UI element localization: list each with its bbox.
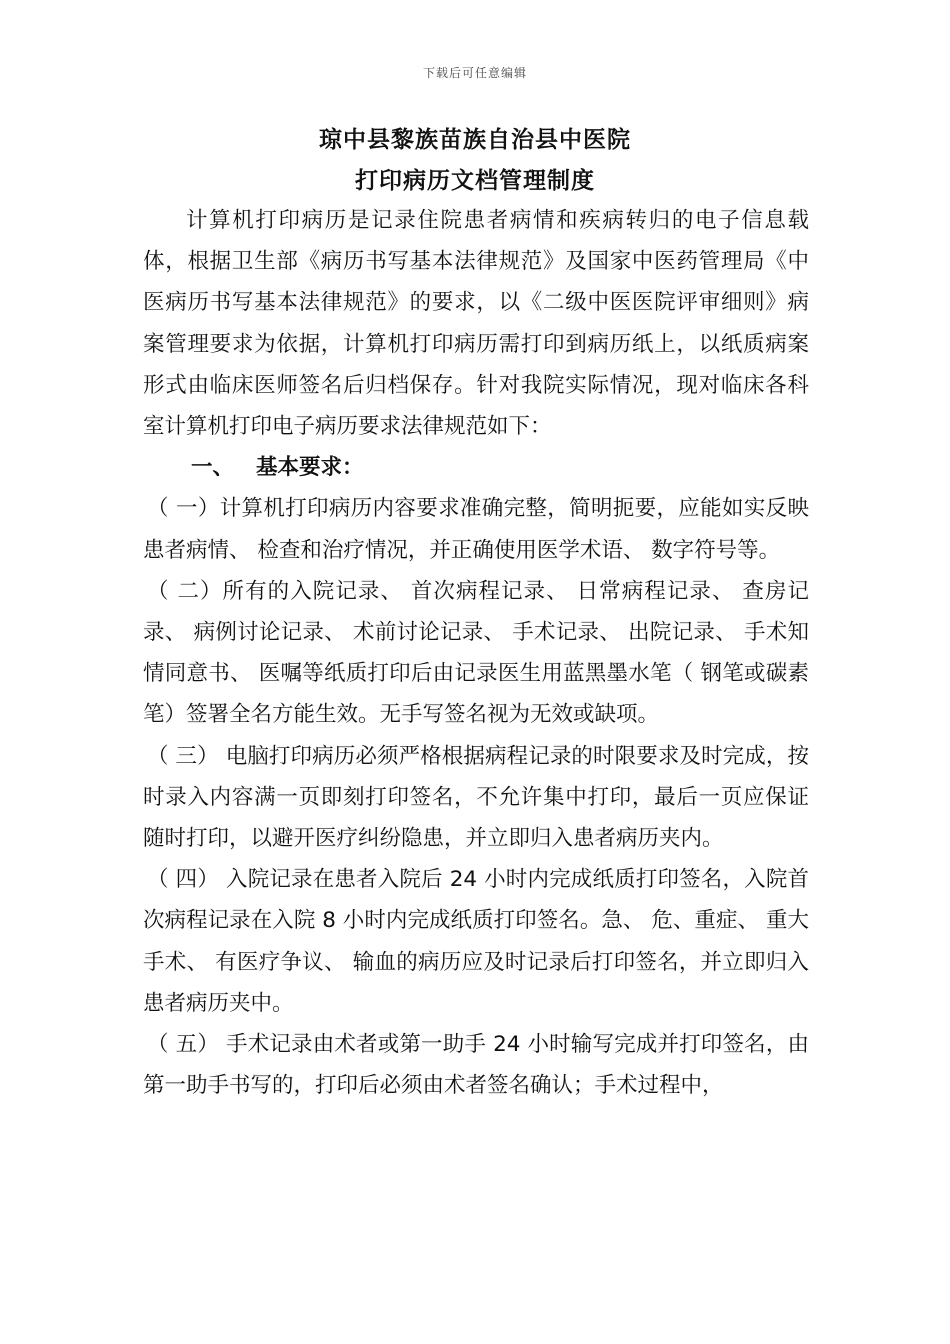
intro-paragraph: 计算机打印病历是记录住院患者病情和疾病转归的电子信息载体，根据卫生部《病历书写基本法律规范》及国家中医药管理局《中医病历书写基本法律规范》的要求，以《二级中医医院评审细则》病案管理要求为依据，计算机打印病历需打印到病历纸上，以纸质病案形式由临床医师签名后归档保存。针对我院实际情况，现对临床各科室计算机打印电子病历要求法律规范如下： xyxy=(143,208,809,440)
page-header-note: 下载后可任意编辑 xyxy=(422,66,527,80)
requirement-item-3: （ 三） 电脑打印病历必须严格根据病程记录的时限要求及时完成，按时录入内容满一页即刻打印签名，不允许集中打印，最后一页应保证随时打印，以避开医疗纠纷隐患，并立即归入患者病历夹内。 xyxy=(143,743,809,852)
document-body xyxy=(143,200,809,1106)
document-title-policy: 打印病历文档管理制度 xyxy=(355,168,595,194)
requirement-item-2: （ 二）所有的入院记录、 首次病程记录、 日常病程记录、 查房记录、 病例讨论记录、 术前讨论记录、 手术记录、 出院记录、 手术知情同意书、 医嘱等纸质打印后由记录医生用蓝黑墨水笔（ 钢笔或碳素笔）签署全名方能生效。无手写签名视为无效或缺项。 xyxy=(143,578,809,728)
section-number: 一、 xyxy=(191,455,235,481)
requirement-item-1: （ 一）计算机打印病历内容要求准确完整，简明扼要，应能如实反映患者病情、 检查和治疗情况，并正确使用医学术语、 数字符号等。 xyxy=(143,496,809,563)
section-heading-basic-requirements xyxy=(143,447,809,488)
requirement-item-5: （ 五） 手术记录由术者或第一助手 24 小时输写完成并打印签名，由第一助手书写的，打印后必须由术者签名确认；手术过程中， xyxy=(143,1032,809,1099)
document-title-hospital: 琼中县黎族苗族自治县中医院 xyxy=(319,127,631,153)
section-title: 基本要求： xyxy=(256,455,364,481)
requirement-item-4: （ 四） 入院记录在患者入院后 24 小时内完成纸质打印签名，入院首次病程记录在入院 8 小时内完成纸质打印签名。急、 危、重症、 重大手术、 有医疗争议、 输血的病历应及时记录后打印签名，并立即归入患者病历夹中。 xyxy=(143,867,809,1016)
